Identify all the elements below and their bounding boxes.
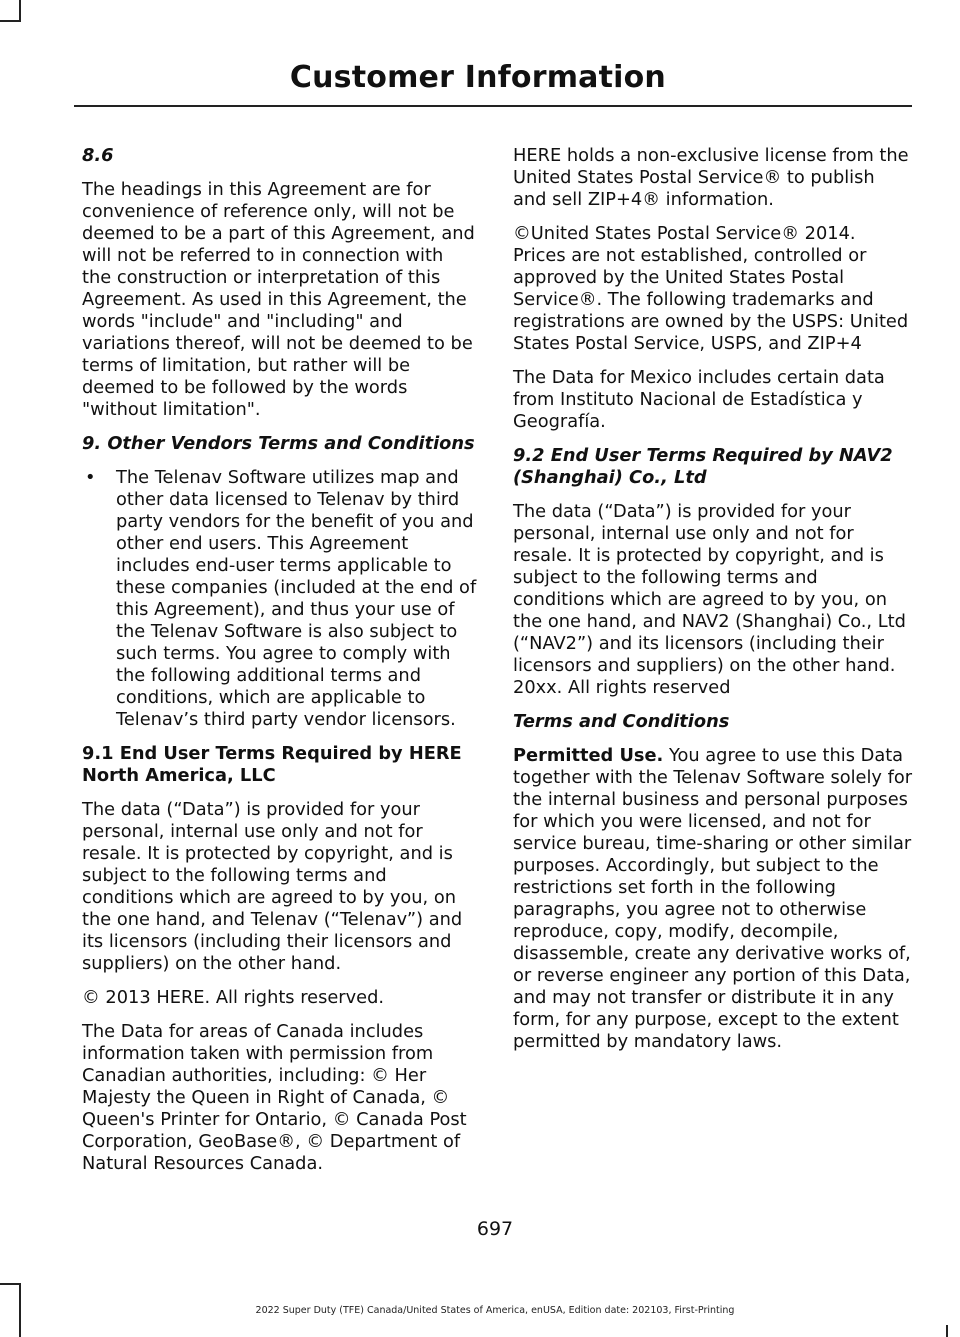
section-9-1-heading: 9.1 End User Terms Required by HERE North America, LLC — [82, 743, 462, 786]
section-9-2-heading: 9.2 End User Terms Required by NAV2 (Shanghai) Co., Ltd — [513, 445, 893, 488]
section-9-bullet-text: The Telenav Software utilizes map and other data licensed to Telenav by third party vendors for the benefit of you and other end users. This Agreement includes end-user terms applicable to these companies (included at the end of this Agreement), and thus your use of the Telenav Software is also subject to such terms. You agree to comply with the following additional terms and conditions, which are applicable to Telenav’s third party vendor licensors. — [116, 467, 477, 730]
right-column — [513, 145, 913, 1065]
page-header-title: Customer Information — [289, 60, 666, 95]
terms-and-conditions-heading: Terms and Conditions — [513, 711, 730, 732]
usps-license-paragraph: HERE holds a non-exclusive license from the United States Postal Service® to publish and sell ZIP+4® information. — [513, 145, 909, 210]
section-9-1-copyright: © 2013 HERE. All rights reserved. — [82, 987, 385, 1008]
permitted-use-paragraph — [513, 745, 913, 1053]
crop-mark-bottom-right — [946, 1325, 948, 1337]
footer-edition-text: 2022 Super Duty (TFE) Canada/United States of America, enUSA, Edition date: 202103, First-Printing — [255, 1305, 735, 1316]
crop-mark-top-left — [19, 0, 21, 22]
bullet-icon: • — [85, 467, 96, 488]
mexico-data-paragraph: The Data for Mexico includes certain data from Instituto Nacional de Estadística y Geografía. — [513, 367, 885, 432]
section-9-1-paragraph-1: The data (“Data”) is provided for your personal, internal use only and not for resale. It is protected by copyright, and is subject to the following terms and conditions which are agreed to by you, on the one hand, and Telenav (“Telenav”) and its licensors (including their licensors and suppliers) on the other hand. — [82, 799, 463, 974]
section-9-2-paragraph: The data (“Data”) is provided for your personal, internal use only and not for resale. It is protected by copyright, and is subject to the following terms and conditions which are agreed to by you, on the one hand, and NAV2 (Shanghai) Co., Ltd (“NAV2”) and its licensors (including their licensors and suppliers) on the other hand. 20xx. All rights reserved — [513, 501, 906, 698]
left-column — [82, 145, 478, 1187]
permitted-use-body: You agree to use this Data together with the Telenav Software solely for the internal business and personal purposes for which you were licensed, and not for service bureau, time-sharing or other similar purposes. Accordingly, but subject to the restrictions set forth in the following paragraphs, you agree not to otherwise reproduce, copy, modify, decompile, disassemble, create any derivative works of, or reverse engineer any portion of this Data, and may not transfer or distribute it in any form, for any purpose, except to the extent permitted by mandatory laws. — [513, 745, 913, 1052]
crop-mark-bottom-left-horizontal — [0, 1283, 21, 1285]
crop-mark-top-left-horizontal — [0, 20, 21, 22]
section-9-bullet — [82, 467, 478, 731]
section-8-6-heading: 8.6 — [82, 145, 114, 166]
section-8-6-body: The headings in this Agreement are for convenience of reference only, will not be deemed to be a part of this Agreement, and will not be referred to in connection with the construction or interpretation of this Agreement. As used in this Agreement, the words "include" and "including" and variations thereof, will not be deemed to be terms of limitation, but rather will be deemed to be followed by the words "without limitation". — [82, 179, 475, 420]
usps-copyright-paragraph: ©United States Postal Service® 2014. Prices are not established, controlled or approved by the United States Postal Service®. The following trademarks and registrations are owned by the USPS: United States Postal Service, USPS, and ZIP+4 — [513, 223, 909, 354]
section-9-1-canada-data: The Data for areas of Canada includes information taken with permission from Canadian authorities, including: © Her Majesty the Queen in Right of Canada, © Queen's Printer for Ontario, © Canada Post Corporation, GeoBase®, © Department of Natural Resources Canada. — [82, 1021, 467, 1174]
header-rule — [74, 105, 912, 107]
page-number: 697 — [476, 1218, 514, 1240]
permitted-use-label: Permitted Use. — [513, 745, 664, 766]
section-9-heading: 9. Other Vendors Terms and Conditions — [82, 433, 475, 454]
